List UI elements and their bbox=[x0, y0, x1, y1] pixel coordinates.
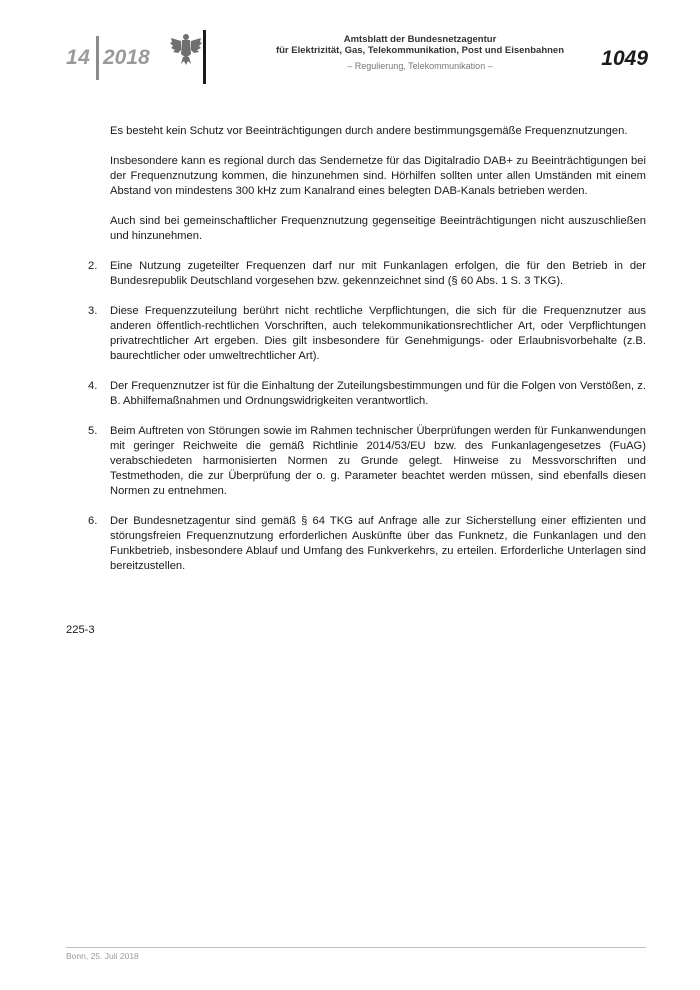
gazette-title: Amtsblatt der Bundesnetzagentur bbox=[343, 34, 497, 45]
item-number: 6. bbox=[88, 515, 98, 527]
paragraph: Es besteht kein Schutz vor Beeinträchtigungen durch andere bestimmungsgemäße Frequenznutzungen. bbox=[110, 125, 628, 137]
item-text: Diese Frequenzzuteilung berührt nicht rechtliche Verpflichtungen, die sich für die Frequenznutzer aus anderen öffentlich-rechtlichen Vorschriften, auch telekommunikationsrechtlicher Art, oder Verpflichtungen privatrechtlicher Art ergeben. Dies gilt insbesondere für Genehmigungs- oder Erlaubnisvorbehalte (z.B. baurechtlicher oder umweltrechtlicher Art). bbox=[110, 305, 646, 362]
issue-year: 2018 bbox=[103, 46, 150, 69]
numbered-item bbox=[88, 514, 646, 574]
item-number: 2. bbox=[88, 260, 98, 272]
header-separator bbox=[96, 36, 99, 80]
numbered-item bbox=[88, 379, 646, 409]
document-body bbox=[88, 124, 646, 589]
paragraph: Insbesondere kann es regional durch das Sendernetze für das Digitalradio DAB+ zu Beeinträchtigungen bei der Frequenznutzung kommen, die hinzunehmen sind. Hörhilfen sollten unter allen Umständen mit einem Abstand von mindestens 300 kHz zum Kanalrand eines belegten DAB-Kanals betrieben werden. bbox=[110, 155, 646, 197]
item-text: Beim Auftreten von Störungen sowie im Rahmen technischer Überprüfungen werden für Funkanwendungen mit geringer Reichweite die gemäß Richtlinie 2014/53/EU bzw. des Funkanlagengesetzes (FuAG) verabschiedeten harmonisierten Normen zu Grunde gelegt. Hinweise zu Messvorschriften und Testmethoden, die zur Überprüfung der o. g. Parameter beachtet werden müssen, sind ebenfalls diesen Normen zu entnehmen. bbox=[110, 425, 646, 497]
footer-place-date: Bonn, 25. Juli 2018 bbox=[66, 951, 139, 961]
item-number: 5. bbox=[88, 425, 98, 437]
paragraph: Auch sind bei gemeinschaftlicher Frequenznutzung gegenseitige Beeinträchtigungen nicht auszuschließen und hinzunehmen. bbox=[110, 215, 646, 242]
item-text: Der Bundesnetzagentur sind gemäß § 64 TKG auf Anfrage alle zur Sicherstellung einer effizienten und störungsfreien Frequenznutzung erforderlichen Auskünfte über das Funknetz, die Funkanlagen und den Funkbetrieb, insbesondere Ablauf und Umfang des Funkverkehrs, zu erteilen. Erforderliche Unterlagen sind bereitzustellen. bbox=[110, 515, 646, 572]
issue-number: 14 bbox=[66, 46, 91, 69]
footer-divider bbox=[66, 947, 646, 948]
numbered-item bbox=[88, 259, 646, 289]
reference-number: 225-3 bbox=[66, 624, 95, 636]
numbered-item bbox=[88, 424, 646, 499]
item-number: 3. bbox=[88, 305, 98, 317]
federal-eagle-icon bbox=[170, 32, 202, 66]
numbered-item bbox=[88, 304, 646, 364]
item-text: Eine Nutzung zugeteilter Frequenzen darf nur mit Funkanlagen erfolgen, die für den Betrieb in der Bundesrepublik Deutschland vorgesehen bzw. gekennzeichnet sind (§ 60 Abs. 1 S. 3 TKG). bbox=[110, 260, 646, 287]
gazette-subtitle: für Elektrizität, Gas, Telekommunikation, Post und Eisenbahnen bbox=[275, 45, 565, 56]
page-number: 1049 bbox=[601, 47, 648, 70]
section-label: – Regulierung, Telekommunikation – bbox=[347, 61, 493, 71]
item-text: Der Frequenznutzer ist für die Einhaltung der Zuteilungsbestimmungen und für die Folgen von Verstößen, z. B. Abhilfemaßnahmen und Ordnungswidrigkeiten verantwortlich. bbox=[110, 380, 646, 407]
header-divider bbox=[203, 30, 206, 84]
item-number: 4. bbox=[88, 380, 98, 392]
